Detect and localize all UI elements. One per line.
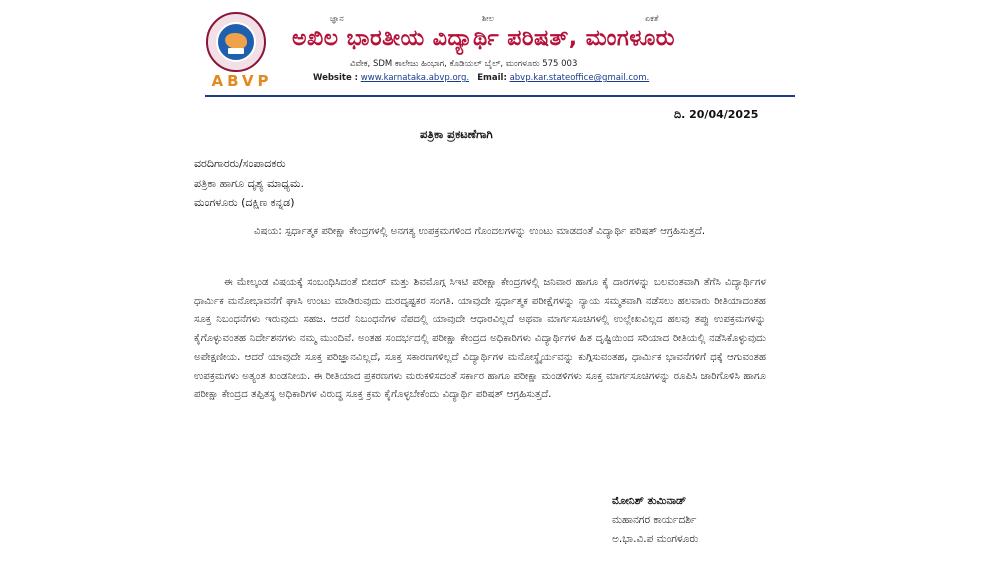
website-link[interactable]: www.karnataka.abvp.org. — [360, 73, 470, 83]
recipient-line-3: ಮಂಗಳೂರು (ದಕ್ಷಿಣ ಕನ್ನಡ) — [194, 196, 295, 209]
email-link[interactable]: abvp.kar.stateoffice@gmail.com. — [509, 73, 650, 83]
motto-word-3: ಏಕತೆ — [645, 14, 659, 23]
signatory-name: ಮೋನಿಶ್ ತುಮಿನಾಡ್ — [612, 495, 687, 507]
document-heading: ಪತ್ರಿಕಾ ಪ್ರಕಟಣೆಗಾಗಿ — [420, 127, 493, 141]
office-address: ವಿವೇಕ, SDM ಕಾಲೇಜು ಹಿಂಭಾಗ, ಕೊಡಿಯಲ್ ಬೈಲ್, ಮಂಗಳೂರು 575 003 — [350, 59, 578, 69]
logo-text: ABVP — [211, 72, 273, 90]
signatory-organization: ಅ.ಭಾ.ವಿ.ಪ ಮಂಗಳೂರು — [612, 533, 699, 545]
motto-word-1: ಜ್ಞಾನ — [330, 14, 344, 23]
body-paragraph: ಈ ಮೇಲ್ಕಂಡ ವಿಷಯಕ್ಕೆ ಸಂಬಂಧಿಸಿದಂತೆ ಬೀದರ್ ಮತ್ತು ಶಿವಮೊಗ್ಗ ಸಿಇಟಿ ಪರೀಕ್ಷಾ ಕೇಂದ್ರಗಳಲ್ಲಿ ಜನಿವಾರ ಹಾಗೂ ಕೈ ದಾರಗಳನ್ನು ಬಲವಂತವಾಗಿ ತೆಗೆಸಿ ವಿದ್ಯಾರ್ಥಿಗಳ ಧಾರ್ಮಿಕ ಮನೋಭಾವನೆಗೆ ಘಾಸಿ ಉಂಟು ಮಾಡಿರುವುದು ದುರದೃಷ್ಟಕರ ಸಂಗತಿ. ಯಾವುದೇ ಸ್ಪರ್ಧಾತ್ಮಕ ಪರೀಕ್ಷೆಗಳನ್ನು ನ್ಯಾಯ ಸಮ್ಮತವಾಗಿ ನಡೆಸಲು ಹಲವಾರು ರೀತಿಯಾದಂತಹ ಸೂಕ್ತ ನಿಬಂಧನೆಗಳು ಇರುವುದು ಸಹಜ. ಆದರೆ ನಿಬಂಧನೆಗಳ ನೆಪದಲ್ಲಿ ಯಾವುದೇ ಆಧಾರವಿಲ್ಲದೆ ಅಥವಾ ಮಾರ್ಗಸೂಚಿಗಳಲ್ಲಿ ಉಲ್ಲೇಖವಿಲ್ಲದ ಹಲವು ತಪ್ಪು ಉಪಕ್ರಮಗಳನ್ನು ಕೈಗೊಳ್ಳುವಂತಹ ನಿರ್ದೇಶನಗಳು ನಮ್ಮ ಮುಂದಿವೆ. ಅಂತಹ ಸಂದರ್ಭದಲ್ಲಿ ಪರೀಕ್ಷಾ ಕೇಂದ್ರದ ಅಧಿಕಾರಿಗಳು ವಿದ್ಯಾರ್ಥಿಗಳ ಹಿತ ದೃಷ್ಟಿಯಿಂದ ಸರಿಯಾದ ರೀತಿಯಲ್ಲಿ ನಡೆಸಿಕೊಳ್ಳುವುದು ಅಪೇಕ್ಷಣೀಯ. ಆದರೆ ಯಾವುದೇ ಸೂಕ್ತ ಪರಿಜ್ಞಾನವಿಲ್ಲದೆ, ಸೂಕ್ತ ಸಕಾರಣಗಳಿಲ್ಲದೆ ವಿದ್ಯಾರ್ಥಿಗಳ ಮನೋಸ್ಥೈರ್ಯವನ್ನು ಕುಗ್ಗಿಸುವಂತಹ, ಧಾರ್ಮಿಕ ಭಾವನೆಗಳಿಗೆ ಧಕ್ಕೆ ಆಗುವಂತಹ ಉಪಕ್ರಮಗಳು ಅತ್ಯಂತ ಖಂಡನೀಯ. ಈ ರೀತಿಯಾದ ಪ್ರಕರಣಗಳು ಮರುಕಳಿಸದಂತೆ ಸರ್ಕಾರ ಹಾಗೂ ಪರೀಕ್ಷಾ ಮಂಡಳಿಗಳು ಸೂಕ್ತ ಮಾರ್ಗಸೂಚಿಗಳನ್ನು ರೂಪಿಸಿ ಜಾರಿಗೊಳಿಸಿ ಹಾಗೂ ಪರೀಕ್ಷಾ ಕೇಂದ್ರದ ತಪ್ಪಿತಸ್ಥ ಅಧಿಕಾರಿಗಳ ವಿರುದ್ಧ ಸೂಕ್ತ ಕ್ರಮ ಕೈಗೊಳ್ಳಬೇಕೆಂದು ವಿದ್ಯಾರ್ಥಿ ಪರಿಷತ್ ಆಗ್ರಹಿಸುತ್ತದೆ. — [194, 277, 766, 401]
recipient-line-1: ವರದಿಗಾರರು/ಸಂಪಾದಕರು — [194, 157, 286, 170]
email-label: Email: — [477, 73, 507, 83]
organization-name: ಅಖಿಲ ಭಾರತೀಯ ವಿದ್ಯಾರ್ಥಿ ಪರಿಷತ್, ಮಂಗಳೂರು — [292, 26, 675, 51]
book-icon — [228, 48, 244, 54]
contact-line — [313, 73, 649, 83]
motto-word-2: ಶೀಲ — [482, 14, 494, 23]
india-map-icon — [225, 33, 247, 49]
abvp-logo-icon — [206, 12, 266, 72]
signatory-designation: ಮಹಾನಗರ ಕಾರ್ಯದರ್ಶಿ — [612, 514, 697, 526]
subject-paragraph: ವಿಷಯ: ಸ್ಪರ್ಧಾತ್ಮಕ ಪರೀಕ್ಷಾ ಕೇಂದ್ರಗಳಲ್ಲಿ ಅನಗತ್ಯ ಉಪಕ್ರಮಗಳಿಂದ ಗೊಂದಲಗಳನ್ನು ಉಂಟು ಮಾಡದಂತೆ ವಿದ್ಯಾರ್ಥಿ ಪರಿಷತ್ ಆಗ್ರಹಿಸುತ್ತದೆ. — [254, 226, 706, 237]
letterhead-divider — [205, 95, 795, 97]
recipient-line-2: ಪತ್ರಿಕಾ ಹಾಗೂ ದೃಶ್ಯ ಮಾಧ್ಯಮ. — [194, 177, 305, 190]
logo-emblem — [216, 22, 256, 62]
release-date: ದಿ. 20/04/2025 — [674, 108, 759, 121]
website-label: Website : — [313, 73, 359, 83]
